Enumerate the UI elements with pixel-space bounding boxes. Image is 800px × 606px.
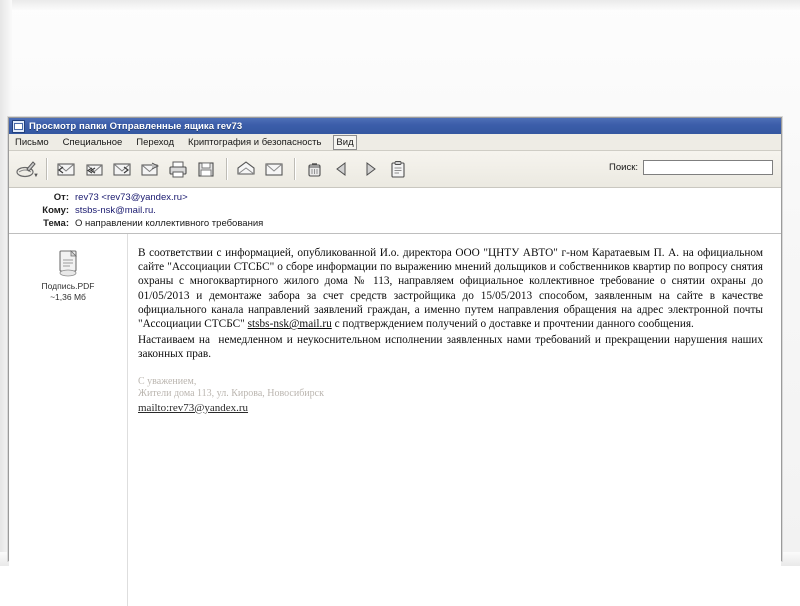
message-body-area (9, 234, 781, 606)
mail-folder-icon (12, 120, 25, 133)
new-message-button[interactable] (13, 156, 39, 182)
message-signature-faint-2: Жители дома 113, ул. Кирова, Новосибирск (138, 387, 324, 399)
toolbar-separator (294, 158, 296, 180)
envelope-closed-icon (263, 160, 285, 178)
arrow-right-icon (359, 160, 381, 178)
envelope-forward-icon (111, 160, 133, 178)
message-paragraph-1-tail: с подтверждением получений о доставке и прочтении данного сообщения. (331, 318, 694, 331)
subject-label: Тема: (43, 218, 69, 229)
search-input[interactable] (643, 160, 773, 175)
printer-icon (167, 160, 189, 179)
menu-letter[interactable]: Письмо (15, 136, 49, 148)
forward-button[interactable] (109, 156, 135, 182)
message-paragraph-1 (138, 246, 766, 331)
mark-unread-button[interactable] (261, 156, 287, 182)
print-button[interactable] (165, 156, 191, 182)
envelope-reply-icon (55, 160, 77, 178)
toolbar-separator (226, 158, 228, 180)
header-row-from (9, 191, 781, 204)
search-label: Поиск: (609, 162, 638, 173)
window-title: Просмотр папки Отправленные ящика rev73 (29, 120, 243, 132)
envelope-reply-all-icon (83, 160, 105, 178)
redirect-button[interactable] (137, 156, 163, 182)
toolbar-separator (46, 158, 48, 180)
previous-button[interactable] (329, 156, 355, 182)
pdf-attachment-icon[interactable] (51, 248, 85, 278)
message-headers (9, 188, 781, 234)
next-button[interactable] (357, 156, 383, 182)
message-mailto-link[interactable]: mailto:rev73@yandex.ru (138, 401, 249, 414)
from-label: От: (53, 192, 69, 203)
properties-button[interactable] (385, 156, 411, 182)
attachment-pane (9, 234, 128, 606)
chevron-down-icon[interactable]: ▼ (33, 173, 39, 179)
trash-icon (303, 160, 325, 179)
mail-viewer-window (8, 117, 782, 561)
menu-crypto-security[interactable]: Криптография и безопасность (188, 136, 322, 148)
menu-view[interactable]: Вид (333, 135, 356, 150)
message-text-pane (128, 234, 781, 606)
message-email-link[interactable]: stsbs-nsk@mail.ru (247, 318, 332, 331)
menu-special[interactable]: Специальное (62, 136, 123, 148)
scan-edge-top (0, 0, 800, 10)
floppy-save-icon (195, 160, 217, 179)
window-titlebar (9, 118, 781, 134)
reply-button[interactable] (53, 156, 79, 182)
message-signature-faint-1: С уважением, (138, 375, 197, 387)
delete-button[interactable] (301, 156, 327, 182)
from-value[interactable]: rev73 <rev73@yandex.ru> (75, 192, 188, 203)
menu-navigate[interactable]: Переход (136, 136, 175, 148)
arrow-left-icon (331, 160, 353, 178)
message-paragraph-2: Настаиваем на немедленном и неукоснительном исполнении заявленных нами требований и прекращении нарушения наших законных прав. (138, 334, 766, 361)
toolbar (9, 151, 781, 188)
menubar (9, 134, 781, 151)
search-area (609, 160, 773, 175)
subject-value: О направлении коллективного требования (75, 218, 264, 229)
to-value[interactable]: stsbs-nsk@mail.ru. (75, 205, 156, 216)
attachment-name[interactable]: Подпись.PDF (41, 281, 95, 291)
envelope-redirect-icon (139, 160, 161, 178)
header-row-to (9, 204, 781, 217)
reply-all-button[interactable] (81, 156, 107, 182)
clipboard-icon (387, 160, 409, 179)
message-paragraph-1-text: В соответствии с информацией, опубликованной И.о. директора ООО "ЦНТУ АВТО" г-ном Каратаевым П. А. на официальном сайте "Ассоциации СТСБС" о сборе информации по выражению мнений дольщиков и собственников квартир по вопросу снятия охраны с многоквартирного жилого дома № 113, направляем официальное коллективное требование о снятии охраны до 01/05/2013 и демонтаже забора за счет средств застройщика до 15/05/2013 способом, заявленным на сайте в качестве официального канала направлений заявлений граждан, а именно путем направления обращения на адрес электронной почты "Ассоциации СТСБС" (138, 247, 766, 331)
envelope-open-icon (235, 160, 257, 178)
save-button[interactable] (193, 156, 219, 182)
attachment-size: ~1,36 Мб (50, 292, 86, 302)
to-label: Кому: (42, 205, 69, 216)
mark-read-button[interactable] (233, 156, 259, 182)
header-row-subject (9, 217, 781, 230)
